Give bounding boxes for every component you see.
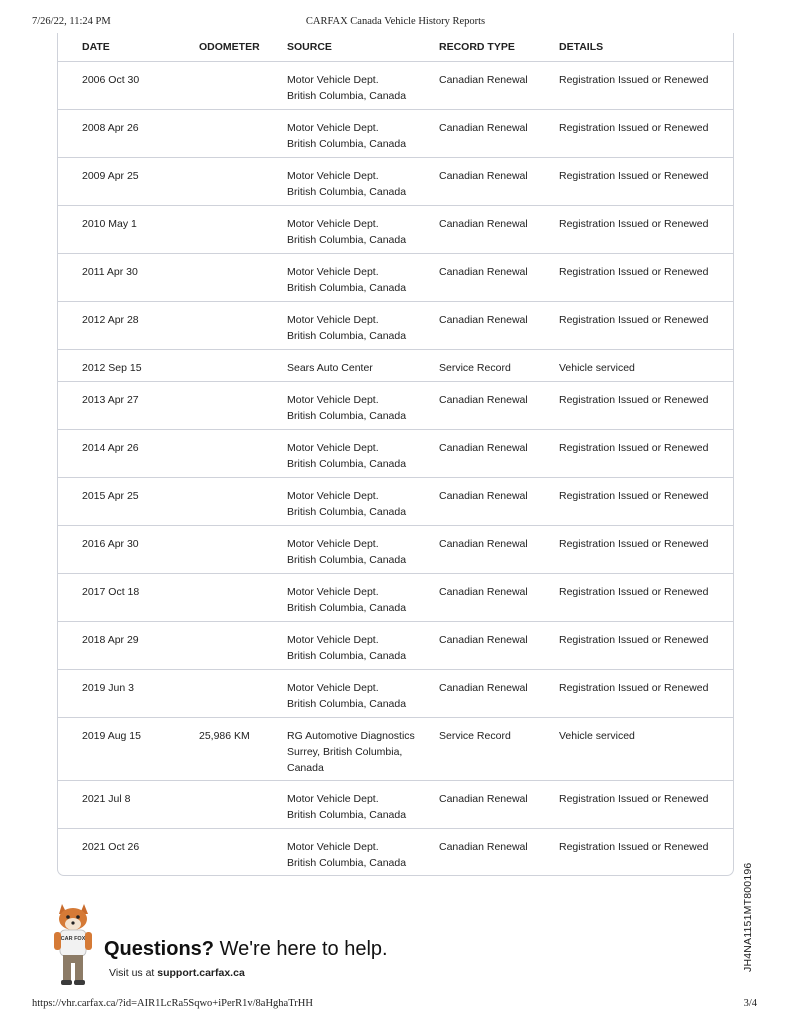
source-line: Motor Vehicle Dept. <box>287 634 379 646</box>
cell-odometer: 25,986 KM <box>199 718 287 781</box>
table-row <box>58 670 733 718</box>
cell-date: 2012 Apr 28 <box>58 302 199 350</box>
cell-date: 2010 May 1 <box>58 206 199 254</box>
cell-details: Registration Issued or Renewed <box>559 254 733 302</box>
cell-source <box>287 781 439 829</box>
cell-record-type: Canadian Renewal <box>439 841 528 853</box>
cell-details: Registration Issued or Renewed <box>559 526 733 574</box>
cell-record-type: Canadian Renewal <box>439 781 559 829</box>
cell-source <box>287 670 439 718</box>
table-row <box>58 526 733 574</box>
carfox-mascot-icon <box>50 900 98 986</box>
cell-date: 2006 Oct 30 <box>58 62 199 110</box>
source-line: British Columbia, Canada <box>287 857 407 869</box>
table-body <box>58 62 733 877</box>
cell-record-type: Canadian Renewal <box>439 254 559 302</box>
cell-record-type: Canadian Renewal <box>439 158 559 206</box>
cell-odometer <box>199 302 287 350</box>
source-line: Motor Vehicle Dept. <box>287 841 379 853</box>
source-line: Motor Vehicle Dept. <box>287 793 379 805</box>
source-line: British Columbia, Canada <box>287 410 407 422</box>
source-line: British Columbia, Canada <box>287 809 407 821</box>
cell-source <box>287 302 439 350</box>
help-visit-prefix: Visit us at <box>109 967 158 979</box>
help-visit-line <box>109 967 245 979</box>
table-row <box>58 574 733 622</box>
help-section <box>50 900 470 990</box>
source-line: Motor Vehicle Dept. <box>287 74 379 86</box>
table-row <box>58 350 733 382</box>
column-header-odometer: ODOMETER <box>199 33 287 62</box>
cell-date: 2019 Aug 15 <box>58 718 199 781</box>
print-title: CARFAX Canada Vehicle History Reports <box>305 16 486 27</box>
cell-details: Registration Issued or Renewed <box>559 206 733 254</box>
print-datetime: 7/26/22, 11:24 PM <box>32 16 111 27</box>
cell-details: Registration Issued or Renewed <box>559 110 733 158</box>
cell-details: Registration Issued or Renewed <box>559 622 733 670</box>
cell-odometer <box>199 158 287 206</box>
mascot-shirt-text: CAR FOX <box>60 936 86 942</box>
cell-odometer <box>199 110 287 158</box>
cell-details: Registration Issued or Renewed <box>559 382 733 430</box>
source-line: British Columbia, Canada <box>287 506 407 518</box>
cell-details: Registration Issued or Renewed <box>559 670 733 718</box>
source-line: British Columbia, Canada <box>287 554 407 566</box>
table-row <box>58 718 733 781</box>
source-line: British Columbia, Canada <box>287 282 407 294</box>
cell-record-type: Canadian Renewal <box>439 302 559 350</box>
cell-source <box>287 574 439 622</box>
cell-odometer <box>199 430 287 478</box>
vin-sidebar: JH4NA1151MT800196 <box>742 862 754 972</box>
source-line: Motor Vehicle Dept. <box>287 394 379 406</box>
table-header-row <box>58 33 733 62</box>
source-line: Motor Vehicle Dept. <box>287 266 379 278</box>
cell-odometer <box>199 350 287 382</box>
cell-date: 2014 Apr 26 <box>58 430 199 478</box>
cell-source <box>287 526 439 574</box>
cell-odometer <box>199 382 287 430</box>
cell-date: 2008 Apr 26 <box>58 110 199 158</box>
help-title-rest: We're here to help. <box>214 938 388 960</box>
cell-odometer <box>199 478 287 526</box>
cell-details: Registration Issued or Renewed <box>559 62 733 110</box>
cell-source <box>287 254 439 302</box>
table-row <box>58 478 733 526</box>
source-line: Surrey, British Columbia, <box>287 746 403 758</box>
cell-source <box>287 350 439 382</box>
cell-odometer <box>199 670 287 718</box>
cell-date: 2017 Oct 18 <box>58 574 199 622</box>
source-line: British Columbia, Canada <box>287 90 407 102</box>
print-footer <box>32 998 759 1012</box>
table-row <box>58 302 733 350</box>
cell-date: 2011 Apr 30 <box>58 254 199 302</box>
column-header-source: SOURCE <box>287 33 439 62</box>
cell-details: Vehicle serviced <box>559 350 733 382</box>
help-title-bold: Questions? <box>104 938 215 960</box>
source-line: Canada <box>287 762 324 774</box>
cell-record-type: Canadian Renewal <box>439 526 559 574</box>
source-line: British Columbia, Canada <box>287 186 407 198</box>
source-line: Motor Vehicle Dept. <box>287 122 379 134</box>
cell-source <box>287 62 439 110</box>
cell-source <box>287 110 439 158</box>
source-line: British Columbia, Canada <box>287 602 407 614</box>
cell-details: Registration Issued or Renewed <box>559 574 733 622</box>
source-line: RG Automotive Diagnostics <box>287 730 415 742</box>
source-line: Motor Vehicle Dept. <box>287 490 379 502</box>
cell-source <box>287 430 439 478</box>
table-row <box>58 382 733 430</box>
cell-record-type: Service Record <box>439 718 559 781</box>
cell-details: Registration Issued or Renewed <box>559 430 733 478</box>
cell-odometer <box>199 526 287 574</box>
column-header-record-type: RECORD TYPE <box>439 33 559 62</box>
source-line: British Columbia, Canada <box>287 330 407 342</box>
source-line: Sears Auto Center <box>287 362 373 374</box>
cell-odometer <box>199 206 287 254</box>
source-line: Motor Vehicle Dept. <box>287 218 379 230</box>
vehicle-history-table <box>58 33 733 877</box>
cell-date: 2021 Jul 8 <box>58 781 199 829</box>
cell-record-type: Canadian Renewal <box>439 382 559 430</box>
cell-source <box>287 382 439 430</box>
cell-record-type: Canadian Renewal <box>439 670 559 718</box>
cell-source <box>287 158 439 206</box>
source-line: Motor Vehicle Dept. <box>287 442 379 454</box>
cell-date: 2021 Oct 26 <box>82 841 140 853</box>
cell-details: Registration Issued or Renewed <box>559 302 733 350</box>
cell-odometer <box>199 574 287 622</box>
cell-date: 2019 Jun 3 <box>58 670 199 718</box>
table-row <box>58 829 733 877</box>
cell-record-type: Canadian Renewal <box>439 622 559 670</box>
source-line: British Columbia, Canada <box>287 650 407 662</box>
cell-record-type: Service Record <box>439 350 559 382</box>
cell-details: Registration Issued or Renewed <box>559 158 733 206</box>
help-title <box>104 938 388 961</box>
cell-details: Registration Issued or Renewed <box>559 781 733 829</box>
vehicle-history-table-card <box>57 33 734 876</box>
cell-odometer <box>199 62 287 110</box>
cell-source <box>287 206 439 254</box>
table-row <box>58 158 733 206</box>
cell-details: Registration Issued or Renewed <box>559 478 733 526</box>
cell-source <box>287 478 439 526</box>
cell-source <box>287 718 439 781</box>
source-line: Motor Vehicle Dept. <box>287 538 379 550</box>
cell-details: Vehicle serviced <box>559 718 733 781</box>
source-line: Motor Vehicle Dept. <box>287 586 379 598</box>
table-row <box>58 622 733 670</box>
table-row <box>58 110 733 158</box>
cell-details: Registration Issued or Renewed <box>559 841 709 853</box>
table-row <box>58 254 733 302</box>
source-line: Motor Vehicle Dept. <box>287 170 379 182</box>
source-line: British Columbia, Canada <box>287 234 407 246</box>
source-line: British Columbia, Canada <box>287 458 407 470</box>
cell-odometer <box>199 622 287 670</box>
table-row <box>58 430 733 478</box>
cell-record-type: Canadian Renewal <box>439 62 559 110</box>
cell-odometer <box>199 254 287 302</box>
column-header-date: DATE <box>58 33 199 62</box>
table-row <box>58 781 733 829</box>
cell-date: 2009 Apr 25 <box>58 158 199 206</box>
cell-date: 2015 Apr 25 <box>58 478 199 526</box>
source-line: British Columbia, Canada <box>287 138 407 150</box>
cell-record-type: Canadian Renewal <box>439 430 559 478</box>
cell-record-type: Canadian Renewal <box>439 574 559 622</box>
print-header <box>32 16 759 30</box>
cell-date: 2018 Apr 29 <box>58 622 199 670</box>
cell-date: 2013 Apr 27 <box>58 382 199 430</box>
table-row <box>58 62 733 110</box>
cell-date: 2016 Apr 30 <box>58 526 199 574</box>
support-link[interactable]: support.carfax.ca <box>157 967 245 979</box>
page-number: 3/4 <box>743 998 757 1009</box>
cell-odometer <box>199 781 287 829</box>
cell-date: 2012 Sep 15 <box>58 350 199 382</box>
table-row <box>58 206 733 254</box>
print-url[interactable]: https://vhr.carfax.ca/?id=AIR1LcRa5Sqwo+iPerR1v/8aHghaTrHH <box>32 998 313 1009</box>
source-line: British Columbia, Canada <box>287 698 407 710</box>
column-header-details: DETAILS <box>559 33 733 62</box>
source-line: Motor Vehicle Dept. <box>287 314 379 326</box>
cell-record-type: Canadian Renewal <box>439 206 559 254</box>
cell-source <box>287 622 439 670</box>
cell-source <box>287 829 439 877</box>
source-line: Motor Vehicle Dept. <box>287 682 379 694</box>
cell-record-type: Canadian Renewal <box>439 478 559 526</box>
cell-odometer <box>199 829 287 877</box>
cell-record-type: Canadian Renewal <box>439 110 559 158</box>
